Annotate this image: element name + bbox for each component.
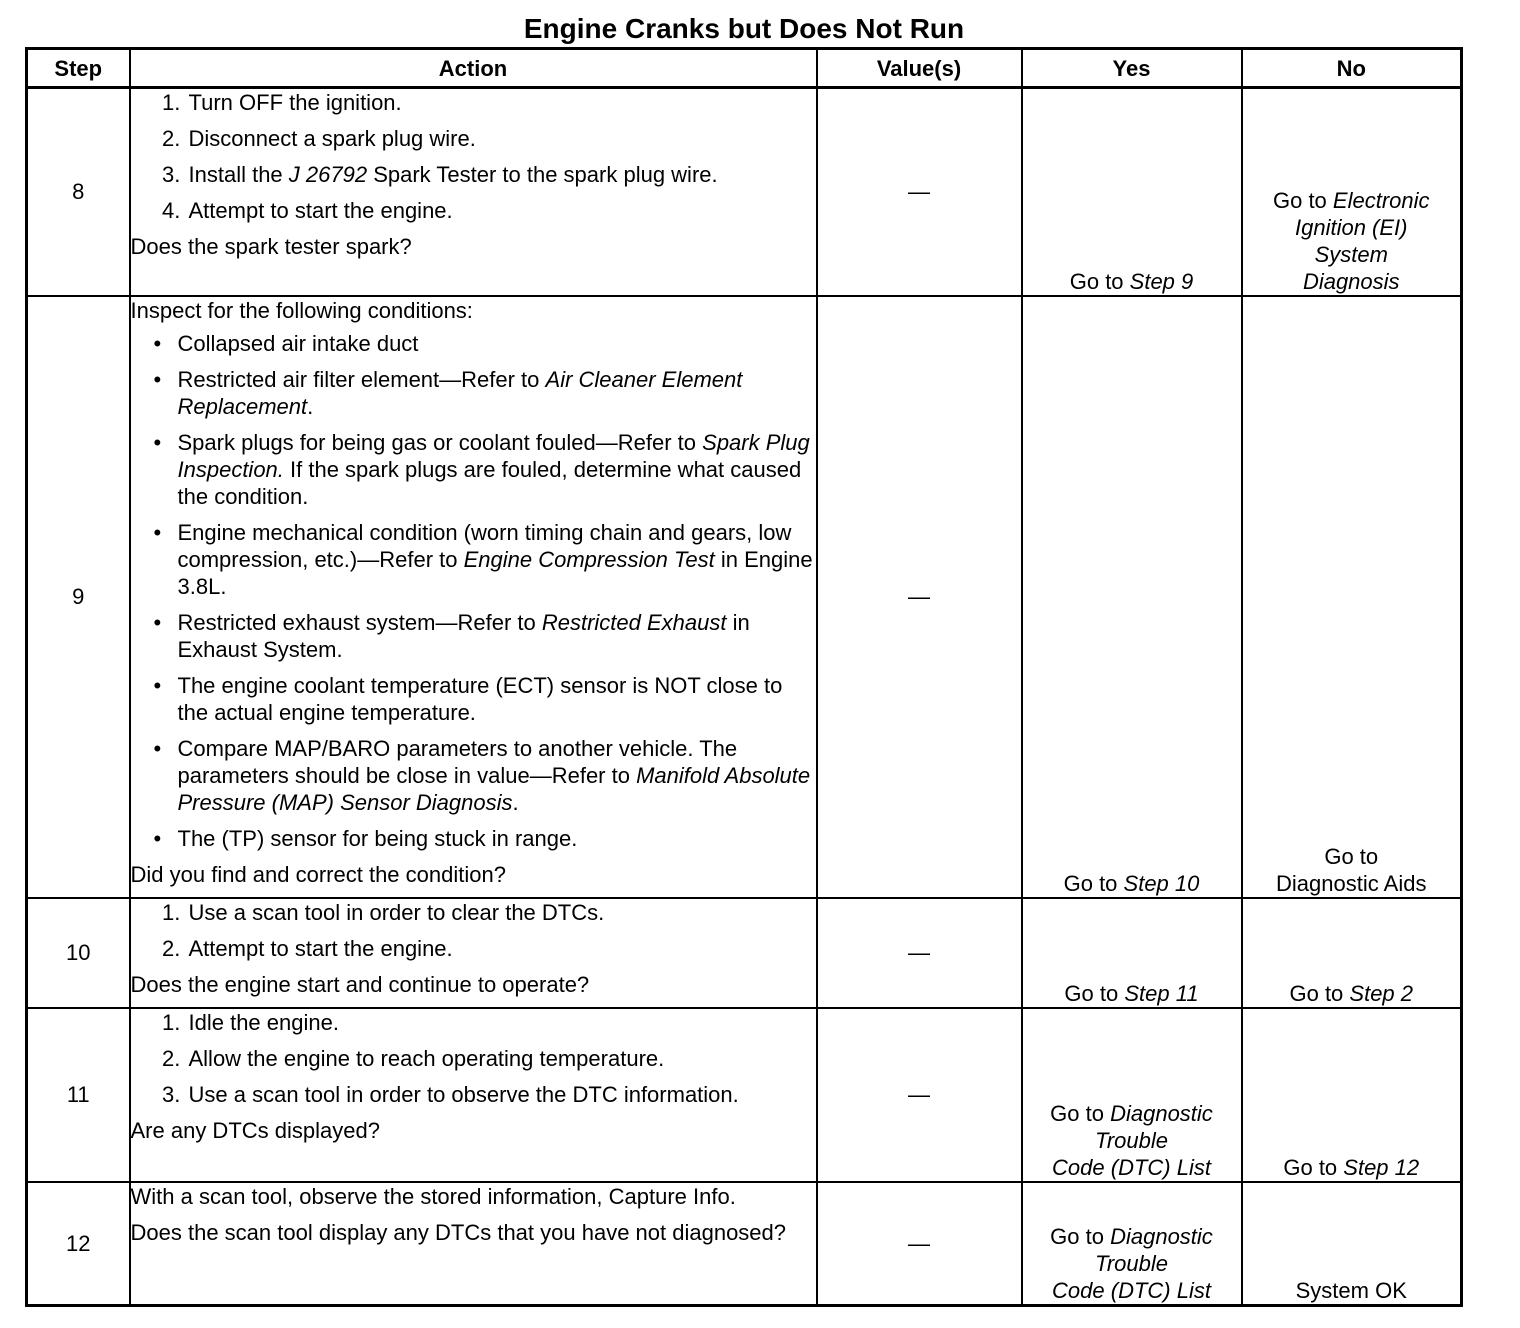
action-question: Did you find and correct the condition? [130,861,506,887]
yes-line [1023,1100,1241,1127]
action-step [187,161,816,188]
step-number: 12 [27,1182,130,1306]
condition-item: • The (TP) sensor for being stuck in range. [178,825,816,852]
table-header-row [27,49,1462,88]
condition-text: in Engine 3.8L. [177,546,813,599]
condition-text: . [512,789,519,815]
no-link: Ignition (EI) [1295,214,1408,240]
action-intro: Inspect for the following conditions: [130,297,473,323]
step-number: 11 [27,1008,130,1182]
no-reference[interactable] [1243,187,1461,295]
condition-item [178,429,816,510]
header-no: No [1242,49,1462,88]
condition-reference: Restricted Exhaust [541,609,727,635]
header-yes: Yes [1022,49,1242,88]
no-line: Go to [1324,843,1379,869]
diagnostic-table [25,47,1463,1307]
action-step: 1. Use a scan tool in order to clear the DTCs. [187,899,816,926]
action-step: 2. Disconnect a spark plug wire. [187,125,816,152]
no-cell [1242,296,1462,898]
value-dash: — [908,1082,930,1107]
table-row-step-9 [27,296,1462,898]
condition-text: Restricted exhaust system—Refer to [177,609,542,635]
action-steps [131,1009,816,1108]
yes-text: Go to [1050,1224,1111,1249]
table-row-step-12 [27,1182,1462,1306]
action-step: 4. Attempt to start the engine. [187,197,816,224]
action-question: Does the spark tester spark? [130,234,412,259]
step-number: 10 [27,898,130,1008]
no-cell [1242,1182,1462,1306]
yes-cell [1022,1182,1242,1306]
yes-link: Trouble [1095,1251,1168,1276]
condition-reference: Air Cleaner Element Replacement [177,366,743,419]
no-line [1243,268,1461,295]
header-values: Value(s) [817,49,1022,88]
yes-reference[interactable] [1023,1100,1241,1181]
no-reference[interactable] [1243,843,1461,897]
no-text: System OK [1295,1278,1407,1303]
yes-link: Diagnostic [1110,1224,1213,1249]
action-question: Does the engine start and continue to operate? [130,971,590,997]
no-line [1243,241,1461,268]
condition-reference: Manifold Absolute Pressure (MAP) Sensor Diagnosis [177,762,811,815]
no-cell [1242,898,1462,1008]
yes-link[interactable]: Step 11 [1124,980,1199,1006]
value-cell [817,88,1022,296]
action-cell [130,1182,817,1306]
header-action: Action [130,49,817,88]
yes-text: Go to [1063,870,1124,896]
no-cell [1242,1008,1462,1182]
yes-text: Go to [1069,268,1130,294]
action-text: Spark Tester to the spark plug wire. [367,162,718,187]
action-step: 1. Idle the engine. [187,1009,816,1036]
action-steps [131,899,816,962]
yes-line [1023,1277,1241,1304]
yes-link: Code (DTC) List [1052,1278,1211,1303]
table-row-step-11 [27,1008,1462,1182]
yes-link: Diagnostic [1110,1100,1213,1126]
yes-cell [1022,898,1242,1008]
yes-link[interactable]: Step 9 [1129,268,1194,294]
condition-text: Restricted air filter element—Refer to [177,366,546,392]
action-intro: With a scan tool, observe the stored information, Capture Info. [130,1183,736,1209]
yes-cell [1022,1008,1242,1182]
condition-text: in Exhaust System. [177,609,750,662]
yes-line [1023,1154,1241,1181]
no-link: System [1314,241,1388,267]
condition-item [178,366,816,420]
action-question: Are any DTCs displayed? [130,1117,380,1143]
condition-text: Compare MAP/BARO parameters to another vehicle. The parameters should be close in value—Refer to [177,735,738,788]
action-question: Does the scan tool display any DTCs that you have not diagnosed? [130,1219,787,1245]
action-cell [130,296,817,898]
yes-line [1023,1127,1241,1154]
no-line [1243,187,1461,214]
condition-item [178,609,816,663]
value-cell [817,296,1022,898]
no-cell [1242,88,1462,296]
no-link[interactable]: Step 12 [1343,1154,1420,1180]
action-cell [130,1008,817,1182]
action-step: 1. Turn OFF the ignition. [187,89,816,116]
yes-link[interactable]: Step 10 [1123,870,1200,896]
value-dash: — [908,940,930,965]
table-row-step-8 [27,88,1462,296]
condition-reference: Spark Plug Inspection. [177,429,810,482]
header-step: Step [27,49,130,88]
no-link: Electronic [1332,187,1430,213]
no-link: Diagnosis [1302,268,1400,294]
yes-text: Go to [1064,980,1125,1006]
yes-line [1023,1223,1241,1250]
value-dash: — [908,584,930,609]
yes-cell [1022,296,1242,898]
value-cell [817,898,1022,1008]
step-number: 9 [27,296,130,898]
yes-link: Code (DTC) List [1052,1154,1211,1180]
table-row-step-10 [27,898,1462,1008]
value-dash: — [908,179,930,205]
condition-text: If the spark plugs are fouled, determine what caused the condition. [177,456,802,509]
action-text: Install the [188,162,289,187]
step-number: 8 [27,88,130,296]
no-line: Diagnostic Aids [1276,870,1427,896]
page-title: Engine Cranks but Does Not Run [523,13,965,44]
yes-link: Trouble [1095,1127,1168,1153]
condition-reference: Engine Compression Test [463,546,715,572]
no-link[interactable]: Step 2 [1349,980,1414,1006]
condition-item: • The engine coolant temperature (ECT) sensor is NOT close to the actual engine temperature. [178,672,816,726]
action-step: 2. Allow the engine to reach operating temperature. [187,1045,816,1072]
yes-cell [1022,88,1242,296]
no-text: Go to [1289,980,1350,1006]
condition-text: Spark plugs for being gas or coolant fouled—Refer to [177,429,703,455]
condition-list [131,330,816,852]
action-steps [131,89,816,224]
value-dash: — [908,1230,930,1256]
yes-reference[interactable] [1023,1223,1241,1304]
value-cell [817,1008,1022,1182]
no-text: Go to [1272,187,1333,213]
tool-reference: J 26792 [288,162,368,187]
action-step: 3. Use a scan tool in order to observe the DTC information. [187,1081,816,1108]
condition-item [178,519,816,600]
condition-item: • Collapsed air intake duct [178,330,816,357]
yes-text: Go to [1050,1100,1111,1126]
action-step: 2. Attempt to start the engine. [187,935,816,962]
condition-text: . [307,393,314,419]
no-line [1243,214,1461,241]
condition-item [178,735,816,816]
action-cell [130,88,817,296]
yes-line [1023,1250,1241,1277]
no-text: Go to [1283,1154,1344,1180]
action-cell [130,898,817,1008]
value-cell [817,1182,1022,1306]
condition-text: Engine mechanical condition (worn timing chain and gears, low compression, etc.)—Refer to [177,519,792,572]
